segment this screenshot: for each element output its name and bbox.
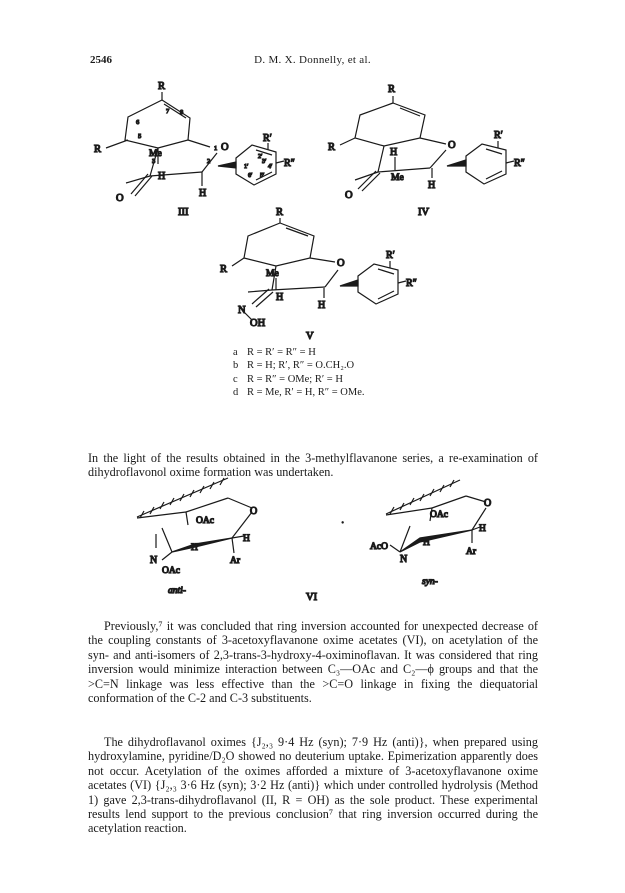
v-r-left: R — [220, 264, 228, 275]
legend-row — [233, 386, 364, 399]
iii-locant-1p: 1′ — [244, 164, 249, 170]
body-paragraph: Previously,⁷ it was concluded that ring inversion accounted for unexpected decrease of the coupling constants of 3-acetoxyflavanone oxime acetates (VI), on acetylation of the syn- and anti-isomers of 2,3-trans-3-hydroxy-4-oximinoflavan. It was considered that ring inversion would minimize interaction between C₃—OAc and C₂—ϕ groups and that the >C=N linkage was less effective than the >C=O linkage in fixing the diequatorial conformation of the C-2 and C-3 substituents. — [88, 619, 538, 706]
legend-row — [233, 346, 364, 359]
running-head-authors: D. M. X. Donnelly, et al. — [254, 54, 371, 66]
iii-locant-6: 6 — [136, 119, 140, 126]
vi-anti-h3: H — [191, 543, 198, 553]
iv-carbonyl-o: O — [345, 190, 353, 201]
iii-h-2: H — [199, 188, 207, 199]
legend-text: R = H; R′, R″ = O.CH₂.O — [247, 360, 355, 372]
v-r-prime: R′ — [386, 250, 395, 261]
vi-anti-ar: Ar — [230, 556, 241, 566]
legend-text: R = Me, R′ = H, R″ = OMe. — [247, 386, 365, 398]
iv-h-3: H — [390, 147, 398, 158]
legend-row — [233, 359, 364, 372]
vi-anti-ring-o: O — [250, 506, 258, 517]
iii-r-left: R — [94, 144, 102, 155]
legend-text: R = R′ = R″ = H — [247, 347, 316, 358]
v-oxime-n: N — [238, 305, 246, 316]
v-r-top: R — [276, 207, 284, 218]
structure-iv — [340, 96, 514, 191]
iv-me: Me — [391, 173, 404, 183]
iii-locant-7: 7 — [166, 108, 170, 115]
vi-anti-n: N — [150, 555, 158, 566]
v-me: Me — [266, 269, 279, 279]
v-h-2: H — [318, 300, 326, 311]
iii-r-prime: R′ — [263, 133, 272, 144]
iii-locant-2: 2 — [207, 158, 211, 165]
iii-locant-8: 8 — [180, 109, 184, 116]
vi-syn-h3: H — [423, 538, 430, 548]
vi-anti-caption: anti- — [168, 586, 186, 596]
iii-compound-label: III — [178, 207, 189, 218]
vi-compound-label: VI — [306, 592, 318, 603]
legend-text: R = R″ = OMe; R′ = H — [247, 373, 343, 385]
iii-me: Me — [149, 149, 162, 159]
vi-syn-ar: Ar — [466, 547, 477, 557]
v-compound-label: V — [306, 331, 314, 342]
iii-r-top: R — [158, 81, 166, 92]
iv-r-prime: R′ — [494, 130, 503, 141]
legend-label: c — [233, 373, 238, 385]
v-r-double-prime: R″ — [406, 278, 417, 289]
page-number: 2546 — [90, 54, 112, 66]
iii-carbonyl-o: O — [116, 193, 124, 204]
iii-locant-5: 5 — [138, 133, 142, 140]
vi-anti-h2: H — [243, 534, 250, 544]
iii-locant-1: 1 — [214, 145, 218, 152]
v-h-3: H — [276, 292, 284, 303]
vi-separator-dot: · — [341, 518, 345, 529]
iii-ring-o: O — [221, 142, 229, 153]
substituent-legend — [233, 346, 364, 399]
vi-syn-h2: H — [479, 524, 486, 534]
legend-label: b — [233, 360, 239, 372]
vi-syn-aco: AcO — [370, 542, 388, 552]
vi-syn-oac: OAc — [430, 510, 448, 520]
iv-r-top: R — [388, 84, 396, 95]
iv-r-double-prime: R″ — [514, 158, 525, 169]
body-paragraph: In the light of the results obtained in the 3-methylflavanone series, a re-examination of dihydroflavonol oxime formation was undertaken. — [88, 451, 538, 480]
iii-locant-5p: 5′ — [260, 173, 265, 179]
iii-h-3: H — [158, 171, 166, 182]
legend-row — [233, 373, 364, 386]
vi-syn-n: N — [400, 554, 408, 565]
iv-ring-o: O — [448, 140, 456, 151]
iii-locant-2p: 2′ — [258, 154, 263, 160]
iii-locant-3: 3 — [152, 158, 156, 165]
iii-locant-6p: 6′ — [248, 173, 253, 179]
vi-syn-ring-o: O — [484, 498, 492, 509]
legend-label: d — [233, 386, 239, 398]
legend-label: a — [233, 347, 238, 358]
iii-locant-3p: 3′ — [262, 159, 267, 165]
vi-syn-caption: syn- — [422, 577, 438, 587]
body-paragraph: The dihydroflavanol oximes {J₂,₃ 9·4 Hz (syn); 7·9 Hz (anti)}, when prepared using hydroxylamine, pyridine/D₂O showed no deuterium uptake. Epimerization apparently does not occur. Acetylation of the oximes afforded a mixture of 3-acetoxyflavanone oxime acetates (VI) {J₂,₃ 3·6 Hz (syn); 3·2 Hz (anti)} which under controlled hydrolysis (Method 1) gave 2,3-trans-dihydroflavanol (II, R = OH) as the sole product. These experimental results lend support to the previous conclusion⁷ that ring inversion occurred during the acetylation reaction. — [88, 735, 538, 836]
iv-h-2: H — [428, 180, 436, 191]
v-ring-o: O — [337, 258, 345, 269]
structure-iii — [106, 92, 284, 196]
iv-compound-label: IV — [418, 207, 430, 218]
iii-locant-4p: 4′ — [268, 164, 273, 170]
vi-anti-oac: OAc — [196, 516, 214, 526]
v-oxime-oh: OH — [250, 318, 266, 329]
iii-r-double-prime: R″ — [284, 158, 295, 169]
iv-r-left: R — [328, 142, 336, 153]
vi-anti-n-oac: OAc — [162, 566, 180, 576]
